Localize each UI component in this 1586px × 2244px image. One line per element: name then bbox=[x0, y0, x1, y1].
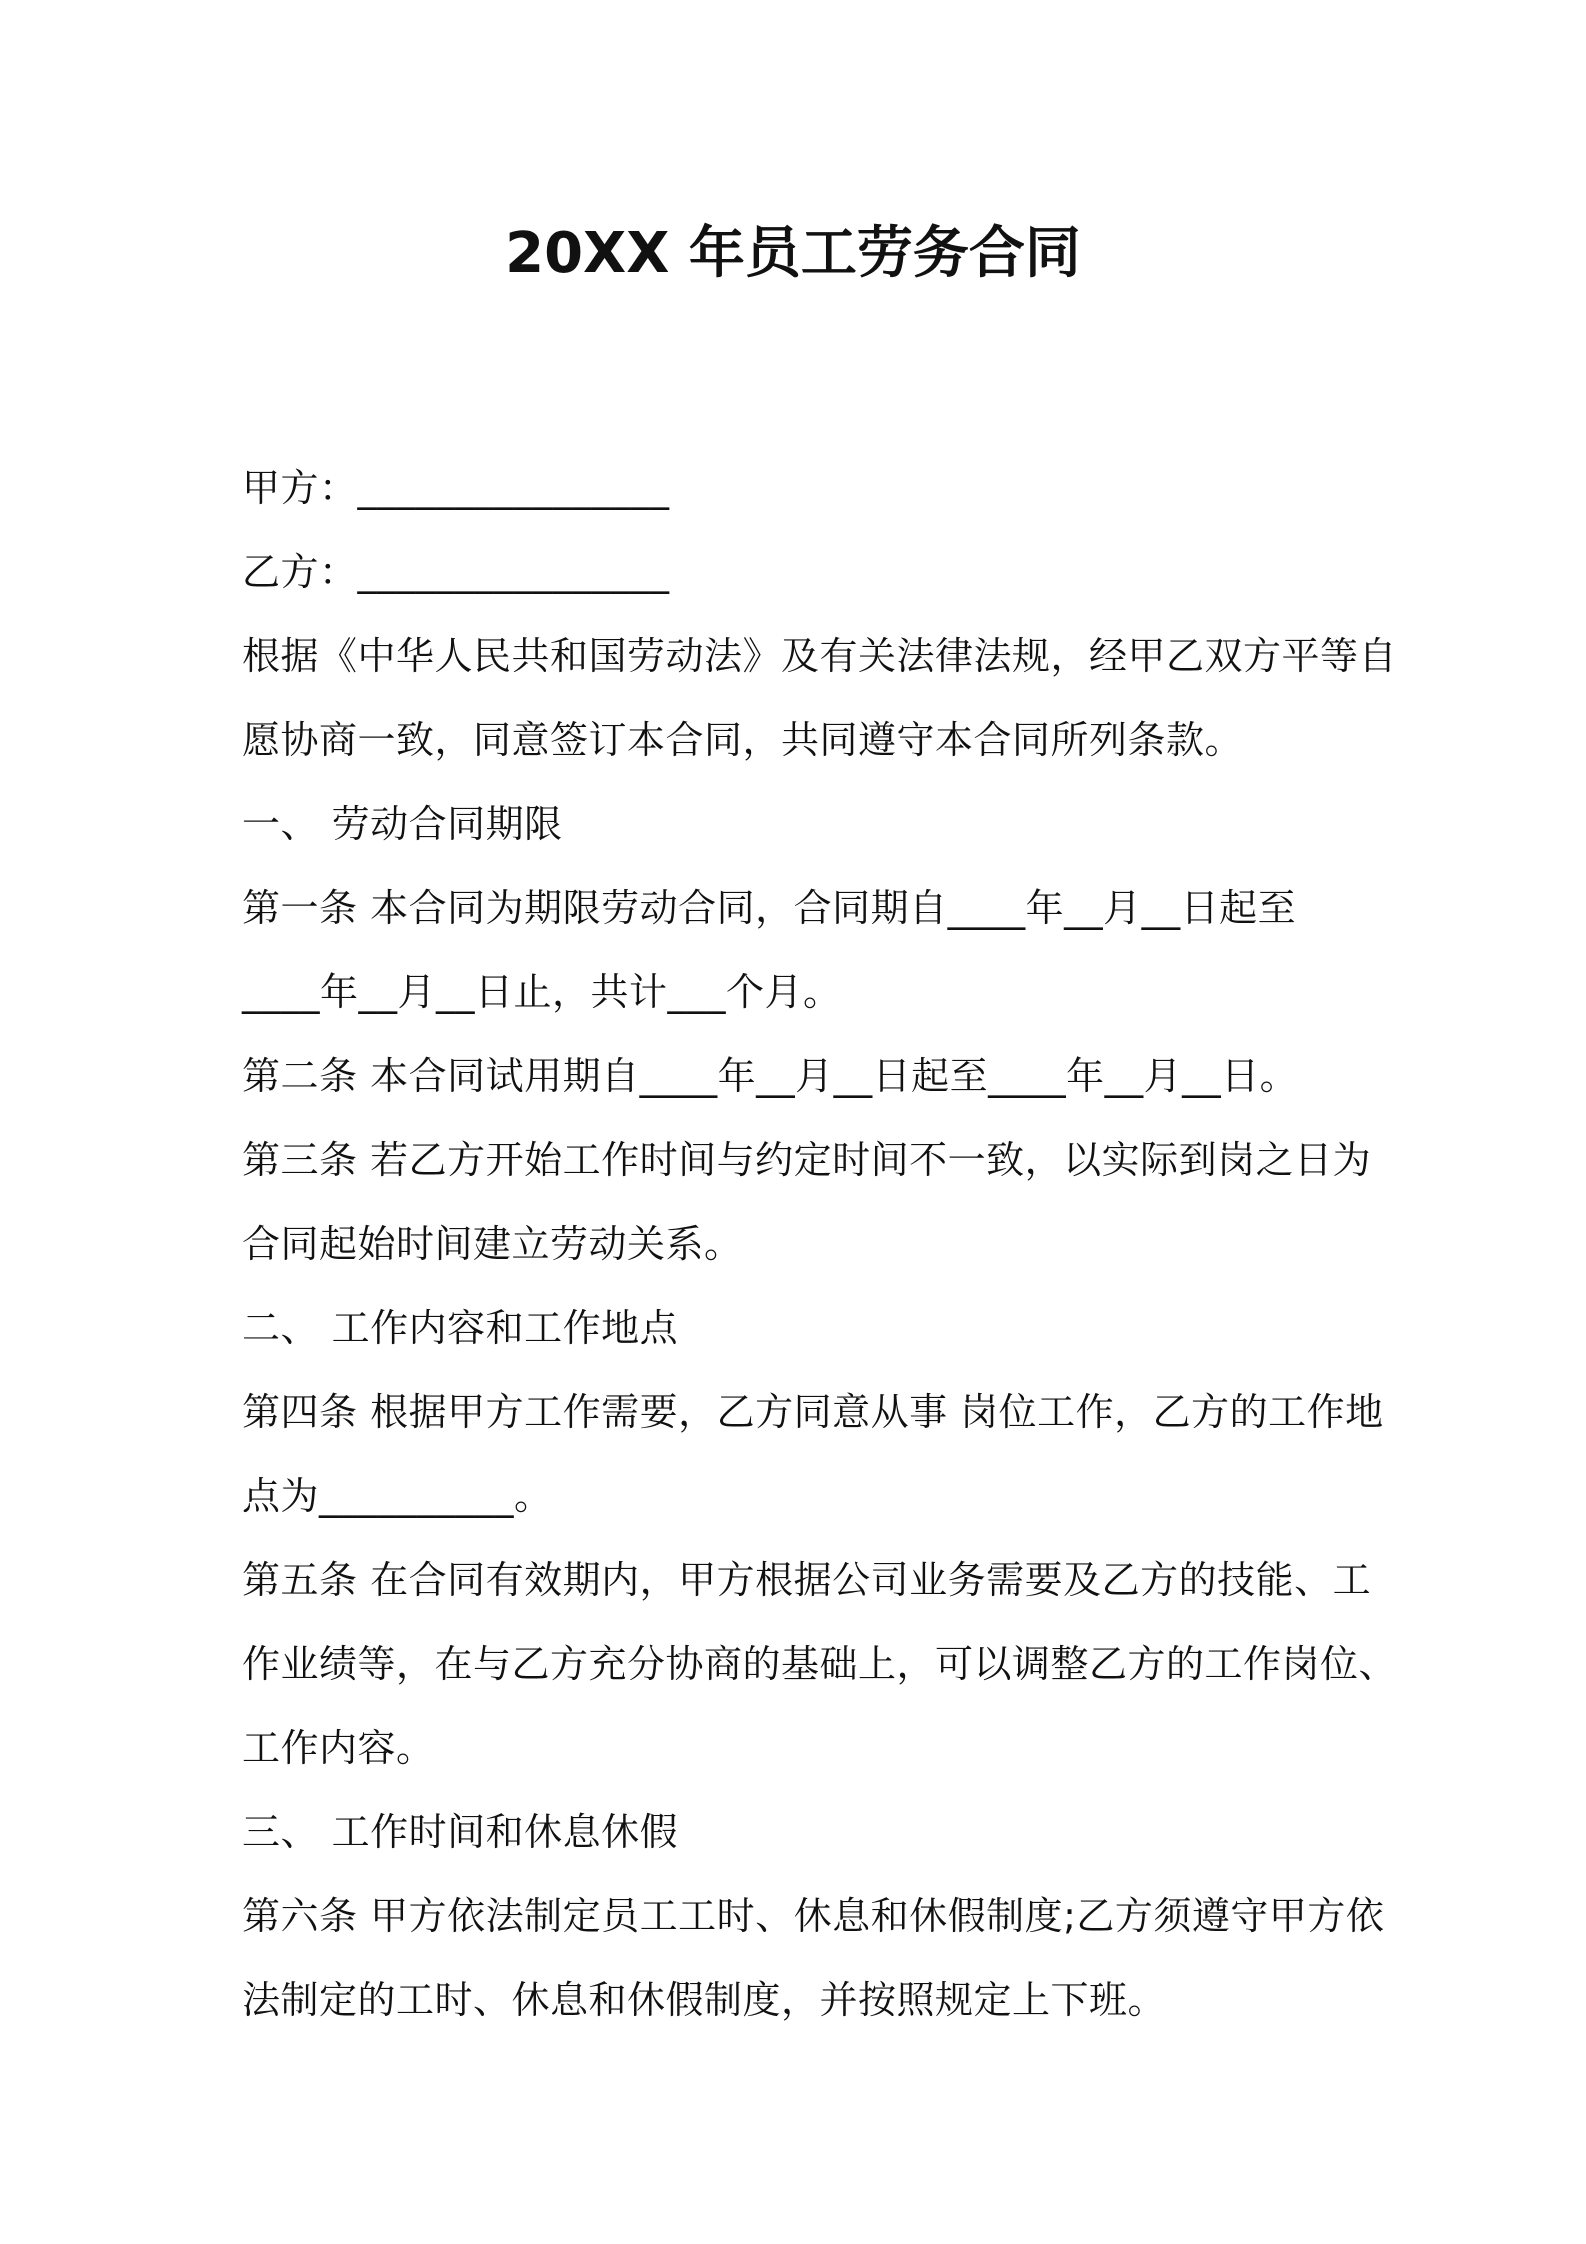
article-4-line-2: 点为__________。 bbox=[242, 1474, 553, 1518]
article-3-line-2: 合同起始时间建立劳动关系。 bbox=[242, 1222, 743, 1266]
article-5-line-3: 工作内容。 bbox=[242, 1726, 435, 1770]
article-1-line-2: ____年__月__日止，共计___个月。 bbox=[242, 970, 842, 1014]
preamble-line-1: 根据《中华人民共和国劳动法》及有关法律法规，经甲乙双方平等自 bbox=[242, 634, 1398, 678]
section-heading-1: 一、 劳动合同期限 bbox=[242, 802, 563, 846]
party-b-line: 乙方：________________ bbox=[242, 550, 670, 594]
section-heading-2: 二、 工作内容和工作地点 bbox=[242, 1306, 679, 1350]
article-6-line-1: 第六条 甲方依法制定员工工时、休息和休假制度;乙方须遵守甲方依 bbox=[242, 1894, 1385, 1938]
article-2-line-1: 第二条 本合同试用期自____年__月__日起至____年__月__日。 bbox=[242, 1054, 1299, 1098]
article-1-line-1: 第一条 本合同为期限劳动合同，合同期自____年__月__日起至 bbox=[242, 886, 1297, 930]
article-5-line-2: 作业绩等，在与乙方充分协商的基础上，可以调整乙方的工作岗位、 bbox=[242, 1642, 1398, 1686]
party-a-line: 甲方：________________ bbox=[242, 466, 670, 510]
article-3-line-1: 第三条 若乙方开始工作时间与约定时间不一致，以实际到岗之日为 bbox=[242, 1138, 1372, 1182]
document-title: 20XX 年员工劳务合同 bbox=[505, 221, 1081, 286]
document-body bbox=[242, 446, 1398, 2042]
article-5-line-1: 第五条 在合同有效期内，甲方根据公司业务需要及乙方的技能、工 bbox=[242, 1558, 1372, 1602]
article-4-line-1: 第四条 根据甲方工作需要，乙方同意从事 岗位工作，乙方的工作地 bbox=[242, 1390, 1384, 1434]
article-6-line-2: 法制定的工时、休息和休假制度，并按照规定上下班。 bbox=[242, 1978, 1167, 2022]
preamble-line-2: 愿协商一致，同意签订本合同，共同遵守本合同所列条款。 bbox=[242, 718, 1244, 762]
section-heading-3: 三、 工作时间和休息休假 bbox=[242, 1810, 679, 1854]
